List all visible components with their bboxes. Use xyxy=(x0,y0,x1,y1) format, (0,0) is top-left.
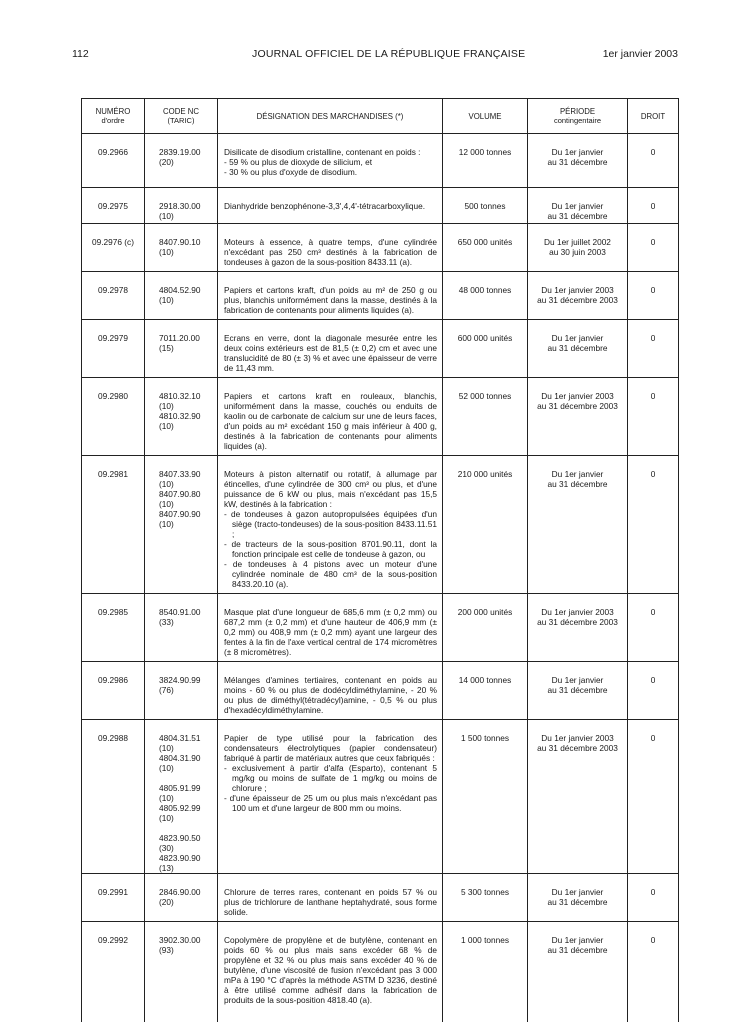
cell-numero: 09.2991 xyxy=(82,874,145,922)
code-line: 2839.19.00 (20) xyxy=(159,147,201,167)
code-line: 3902.30.00 (93) xyxy=(159,935,201,955)
cell-volume: 12 000 tonnes xyxy=(443,134,528,188)
periode-line: au 31 décembre xyxy=(547,945,608,955)
designation-line: Moteurs à essence, à quatre temps, d'une cylindrée n'excédant pas 250 cm³ destinés à la fabrication de tondeuses à gazon de la sous-position 8433.11 (a). xyxy=(224,237,437,267)
cell-code xyxy=(145,922,218,1022)
code-line: 8407.90.90 (10) xyxy=(159,509,201,529)
page-header xyxy=(72,48,678,64)
cell-numero: 09.2992 xyxy=(82,922,145,1022)
code-line: 3824.90.99 (76) xyxy=(159,675,201,695)
cell-volume: 48 000 tonnes xyxy=(443,272,528,320)
issue-date: 1er janvier 2003 xyxy=(602,48,678,60)
code-line: 4805.91.99 (10) xyxy=(159,783,201,803)
cell-droit: 0 xyxy=(628,662,679,720)
code-line: 4823.90.90 (13) xyxy=(159,853,201,873)
designation-line: Papier de type utilisé pour la fabrication des condensateurs électrolytiques (papier condensateur) fabriqué à partir de matériaux autres que ceux fabriqués : xyxy=(224,733,437,763)
cell-volume: 52 000 tonnes xyxy=(443,378,528,456)
designation-line: - 59 % ou plus de dioxyde de silicium, et xyxy=(224,157,373,167)
cell-droit: 0 xyxy=(628,378,679,456)
tariff-quota-table-wrapper xyxy=(81,98,678,1022)
periode-line: au 31 décembre xyxy=(547,897,608,907)
code-line: 4810.32.90 (10) xyxy=(159,411,201,431)
cell-designation xyxy=(218,720,443,874)
table-body xyxy=(82,134,679,1022)
cell-volume: 5 300 tonnes xyxy=(443,874,528,922)
periode-line: au 31 décembre xyxy=(547,479,608,489)
cell-designation xyxy=(218,134,443,188)
cell-periode xyxy=(528,456,628,594)
col-header-code xyxy=(145,99,218,134)
cell-periode xyxy=(528,378,628,456)
cell-volume: 1 500 tonnes xyxy=(443,720,528,874)
table-row xyxy=(82,320,679,378)
cell-designation xyxy=(218,594,443,662)
cell-designation xyxy=(218,224,443,272)
code-line: 4804.31.51 (10) xyxy=(159,733,201,753)
cell-periode xyxy=(528,662,628,720)
cell-designation xyxy=(218,272,443,320)
cell-code xyxy=(145,594,218,662)
cell-numero: 09.2980 xyxy=(82,378,145,456)
cell-numero: 09.2988 xyxy=(82,720,145,874)
col-header-periode xyxy=(528,99,628,134)
code-line: 4804.31.90 (10) xyxy=(159,753,201,773)
code-line: 2846.90.00 (20) xyxy=(159,887,201,907)
periode-line: Du 1er juillet 2002 xyxy=(544,237,611,247)
cell-droit: 0 xyxy=(628,456,679,594)
col-header-numero-sub: d'ordre xyxy=(101,116,125,125)
journal-title: JOURNAL OFFICIEL DE LA RÉPUBLIQUE FRANÇAISE xyxy=(252,48,526,60)
periode-line: Du 1er janvier xyxy=(551,201,604,211)
cell-code xyxy=(145,662,218,720)
cell-droit: 0 xyxy=(628,272,679,320)
periode-line: au 31 décembre 2003 xyxy=(537,295,618,305)
table-row xyxy=(82,272,679,320)
designation-line: Mélanges d'amines tertiaires, contenant en poids au moins - 60 % ou plus de dodécyldiméthylamine, - 20 % ou plus de diméthyl(tétradécyl)amine, - 0,5 % ou plus d'hexadécyldiméthylamine. xyxy=(224,675,437,715)
cell-volume: 600 000 unités xyxy=(443,320,528,378)
periode-line: au 31 décembre xyxy=(547,211,608,221)
cell-periode xyxy=(528,874,628,922)
col-header-numero xyxy=(82,99,145,134)
table-row xyxy=(82,922,679,1022)
cell-designation xyxy=(218,874,443,922)
designation-line: - 30 % ou plus d'oxyde de disodium. xyxy=(224,167,358,177)
cell-periode xyxy=(528,272,628,320)
cell-droit: 0 xyxy=(628,134,679,188)
col-header-code-label: CODE NC xyxy=(163,107,199,116)
cell-code xyxy=(145,720,218,874)
cell-droit: 0 xyxy=(628,594,679,662)
cell-droit: 0 xyxy=(628,874,679,922)
designation-line: - de tracteurs de la sous-position 8701.90.11, dont la fonction principale est celle de tondeuse à gazon, ou xyxy=(224,539,437,559)
code-line: 7011.20.00 (15) xyxy=(159,333,200,353)
cell-periode xyxy=(528,224,628,272)
periode-line: Du 1er janvier 2003 xyxy=(541,285,614,295)
designation-line: Moteurs à piston alternatif ou rotatif, à allumage par étincelles, d'une cylindrée de 300 cm³ ou plus, et d'une puissance de 6 kW ou plus, mais n'excédant pas 15,5 kW, destinés à la fabrication : xyxy=(224,469,437,509)
col-header-designation: DÉSIGNATION DES MARCHANDISES (*) xyxy=(218,99,443,134)
col-header-periode-label: PÉRIODE xyxy=(559,107,596,116)
cell-droit: 0 xyxy=(628,922,679,1022)
cell-numero: 09.2979 xyxy=(82,320,145,378)
periode-line: au 30 juin 2003 xyxy=(549,247,606,257)
cell-droit: 0 xyxy=(628,720,679,874)
cell-periode xyxy=(528,922,628,1022)
table-row xyxy=(82,720,679,874)
designation-line: Papiers et cartons kraft en rouleaux, blanchis, uniformément dans la masse, couchés ou enduits de kaolin ou de carbonate de calcium sur une de leurs faces, d'un poids au m² excédant 150 g mais inférieur à 400 g, destinés à la fabrication de contenants pour aliments liquides (a). xyxy=(224,391,437,451)
cell-droit: 0 xyxy=(628,224,679,272)
page-number: 112 xyxy=(72,48,89,60)
cell-code xyxy=(145,224,218,272)
table-row xyxy=(82,378,679,456)
cell-volume: 200 000 unités xyxy=(443,594,528,662)
code-line: 4810.32.10 (10) xyxy=(159,391,201,411)
designation-line: Disilicate de disodium cristalline, contenant en poids : xyxy=(224,147,421,157)
designation-line: - de tondeuses à gazon autopropulsées équipées d'un siège (tracto-tondeuses) de la sous-position 8433.11.51 ; xyxy=(224,509,437,539)
periode-line: Du 1er janvier xyxy=(551,469,604,479)
cell-code xyxy=(145,188,218,224)
cell-periode xyxy=(528,188,628,224)
designation-line: - d'une épaisseur de 25 um ou plus mais n'excédant pas 100 um et d'une largeur de 800 mm ou moins. xyxy=(224,793,437,813)
col-header-periode-sub: contingentaire xyxy=(553,116,602,125)
cell-code xyxy=(145,320,218,378)
table-row xyxy=(82,134,679,188)
cell-designation xyxy=(218,456,443,594)
designation-line: Papiers et cartons kraft, d'un poids au m² de 250 g ou plus, blanchis uniformément dans la masse, destinés à la fabrication de contenants pour aliments liquides (a). xyxy=(224,285,437,315)
cell-numero: 09.2985 xyxy=(82,594,145,662)
designation-line: - de tondeuses à 4 pistons avec un moteur d'une cylindrée nominale de 480 cm³ de la sous-position 8433.20.10 (a). xyxy=(224,559,437,589)
table-row xyxy=(82,456,679,594)
cell-volume: 14 000 tonnes xyxy=(443,662,528,720)
designation-line: Ecrans en verre, dont la diagonale mesurée entre les deux coins extérieurs est de 81,5 (± 0,2) cm et avec une translucidité de 80 (± 3) % et avec une épaisseur de verre de 11,43 mm. xyxy=(224,333,437,373)
periode-line: au 31 décembre 2003 xyxy=(537,401,618,411)
code-line: 8407.90.80 (10) xyxy=(159,489,201,509)
cell-volume: 650 000 unités xyxy=(443,224,528,272)
cell-code xyxy=(145,134,218,188)
cell-designation xyxy=(218,188,443,224)
cell-periode xyxy=(528,320,628,378)
cell-designation xyxy=(218,320,443,378)
periode-line: Du 1er janvier xyxy=(551,675,604,685)
cell-numero: 09.2966 xyxy=(82,134,145,188)
col-header-numero-label: NUMÉRO xyxy=(95,107,131,116)
table-row xyxy=(82,224,679,272)
cell-numero: 09.2986 xyxy=(82,662,145,720)
periode-line: au 31 décembre 2003 xyxy=(537,617,618,627)
cell-numero: 09.2975 xyxy=(82,188,145,224)
cell-periode xyxy=(528,720,628,874)
cell-periode xyxy=(528,594,628,662)
col-header-code-sub: (TARIC) xyxy=(167,116,195,125)
cell-volume: 1 000 tonnes xyxy=(443,922,528,1022)
col-header-volume: VOLUME xyxy=(443,99,528,134)
periode-line: au 31 décembre xyxy=(547,157,608,167)
cell-code xyxy=(145,874,218,922)
code-line: 8540.91.00 (33) xyxy=(159,607,201,627)
code-line: 4805.92.99 (10) xyxy=(159,803,201,823)
code-line: 4823.90.50 (30) xyxy=(159,833,201,853)
cell-periode xyxy=(528,134,628,188)
cell-code xyxy=(145,456,218,594)
col-header-droit: DROIT xyxy=(628,99,679,134)
code-spacer xyxy=(159,773,214,783)
code-line: 8407.90.10 (10) xyxy=(159,237,201,257)
table-row xyxy=(82,594,679,662)
designation-line: Masque plat d'une longueur de 685,6 mm (± 0,2 mm) ou 687,2 mm (± 0,2 mm) et d'une hauteur de 406,9 mm (± 0,2 mm) ou 408,9 mm (± 0,2 mm) ayant une largeur des fentes à la fin de l'axe vertical central de 174 micromètres (± 8 micromètres). xyxy=(224,607,437,657)
cell-volume: 210 000 unités xyxy=(443,456,528,594)
cell-numero: 09.2978 xyxy=(82,272,145,320)
tariff-quota-table xyxy=(81,98,679,1022)
periode-line: Du 1er janvier 2003 xyxy=(541,607,614,617)
designation-line: - exclusivement à partir d'alfa (Esparto), contenant 5 mg/kg ou moins de sulfate de 1 mg/kg ou moins de chlorure ; xyxy=(224,763,437,793)
periode-line: Du 1er janvier xyxy=(551,333,604,343)
cell-designation xyxy=(218,922,443,1022)
periode-line: au 31 décembre xyxy=(547,343,608,353)
periode-line: Du 1er janvier xyxy=(551,147,604,157)
cell-designation xyxy=(218,378,443,456)
periode-line: au 31 décembre 2003 xyxy=(537,743,618,753)
cell-numero: 09.2976 (c) xyxy=(82,224,145,272)
table-row xyxy=(82,874,679,922)
cell-volume: 500 tonnes xyxy=(443,188,528,224)
code-line: 8407.33.90 (10) xyxy=(159,469,201,489)
cell-code xyxy=(145,272,218,320)
designation-line: Chlorure de terres rares, contenant en poids 57 % ou plus de trichlorure de lanthane heptahydraté, sous forme solide. xyxy=(224,887,437,917)
code-spacer xyxy=(159,823,214,833)
table-header-row xyxy=(82,99,679,134)
designation-line: Copolymère de propylène et de butylène, contenant en poids 60 % ou plus mais sans excéder 68 % de propylène et 32 % ou plus mais sans excéder 40 % de butylène, d'une viscosité de fusion n'excédant pas 3 000 mPa à 190 °C d'après la méthode ASTM D 3236, destiné à être utilisé comme adhésif dans la fabrication de produits de la sous-position 4818.40 (a). xyxy=(224,935,437,1005)
cell-code xyxy=(145,378,218,456)
periode-line: Du 1er janvier xyxy=(551,935,604,945)
designation-line: Dianhydride benzophénone-3,3',4,4'-tétracarboxylique. xyxy=(224,201,426,211)
periode-line: Du 1er janvier 2003 xyxy=(541,391,614,401)
code-line: 4804.52.90 (10) xyxy=(159,285,201,305)
cell-numero: 09.2981 xyxy=(82,456,145,594)
periode-line: Du 1er janvier 2003 xyxy=(541,733,614,743)
cell-droit: 0 xyxy=(628,188,679,224)
periode-line: au 31 décembre xyxy=(547,685,608,695)
table-row xyxy=(82,662,679,720)
periode-line: Du 1er janvier xyxy=(551,887,604,897)
code-line: 2918.30.00 (10) xyxy=(159,201,201,221)
cell-designation xyxy=(218,662,443,720)
cell-droit: 0 xyxy=(628,320,679,378)
table-row xyxy=(82,188,679,224)
